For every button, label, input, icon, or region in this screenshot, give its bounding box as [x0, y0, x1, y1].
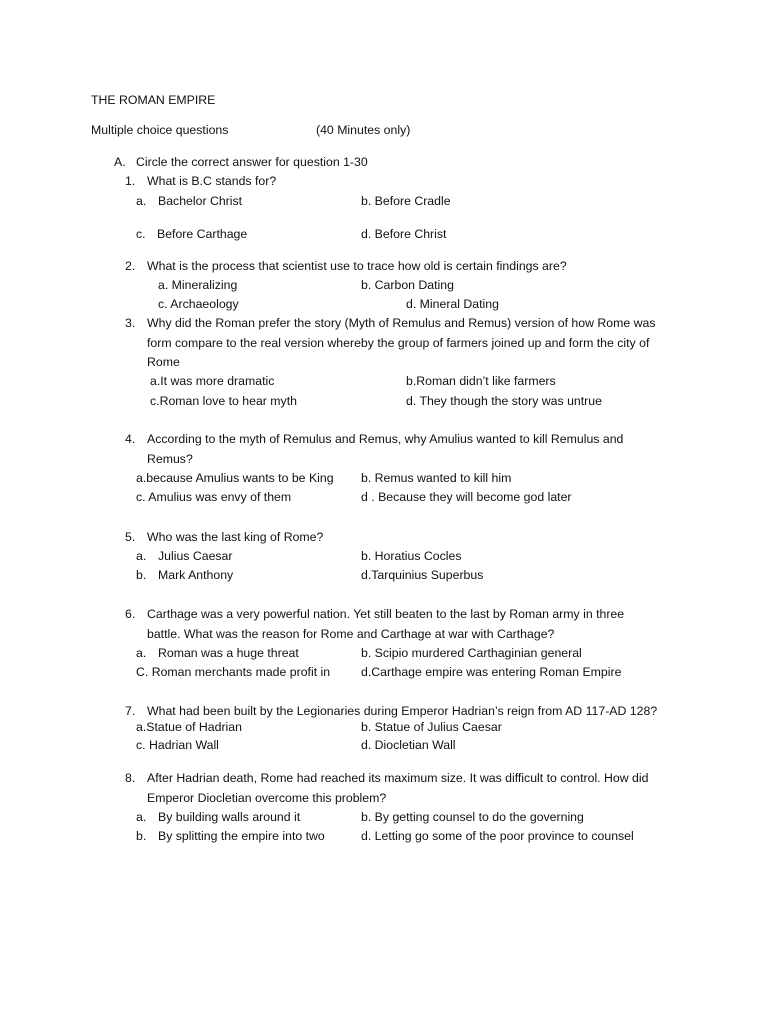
q1-text: What is B.C stands for?	[147, 174, 277, 188]
q6-text-line2: battle. What was the reason for Rome and Carthage at war with Carthage?	[147, 627, 555, 641]
q7-option-c: c. Hadrian Wall	[136, 738, 219, 752]
q3-text-line2: form compare to the real version whereby the group of farmers joined up and form the city of	[147, 336, 650, 350]
q2-option-b: b. Carbon Dating	[361, 278, 454, 292]
q4-option-d: d . Because they will become god later	[361, 490, 572, 504]
q6-option-a: Roman was a huge threat	[158, 646, 299, 660]
q5-option-d: d.Tarquinius Superbus	[361, 568, 484, 582]
q2-number: 2.	[125, 259, 136, 273]
subtitle: Multiple choice questions	[91, 123, 229, 137]
q1-option-d: d. Before Christ	[361, 227, 447, 241]
q3-option-d: d. They though the story was untrue	[406, 394, 602, 408]
q8-option-b2-letter: b.	[136, 829, 147, 843]
q6-option-d: d.Carthage empire was entering Roman Empire	[361, 665, 622, 679]
section-letter: A.	[114, 155, 126, 169]
time-limit: (40 Minutes only)	[316, 123, 411, 137]
q4-text-line2: Remus?	[147, 452, 193, 466]
q8-option-d: d. Letting go some of the poor province to counsel	[361, 829, 634, 843]
q2-option-d: d. Mineral Dating	[406, 297, 499, 311]
q8-text-line2: Emperor Diocletian overcome this problem?	[147, 791, 387, 805]
q7-option-b: b. Statue of Julius Caesar	[361, 720, 502, 734]
q5-option-b2-letter: b.	[136, 568, 147, 582]
q5-option-a-letter: a.	[136, 549, 147, 563]
q5-number: 5.	[125, 530, 136, 544]
page-title: THE ROMAN EMPIRE	[91, 93, 216, 107]
q2-option-c: c. Archaeology	[158, 297, 239, 311]
q7-number: 7.	[125, 704, 136, 718]
q3-number: 3.	[125, 316, 136, 330]
q3-text-line1: Why did the Roman prefer the story (Myth of Remulus and Remus) version of how Rome was	[147, 316, 656, 330]
q6-option-c: C. Roman merchants made profit in	[136, 665, 331, 679]
q1-option-b: b. Before Cradle	[361, 194, 451, 208]
q2-option-a: a. Mineralizing	[158, 278, 238, 292]
q8-option-a: By building walls around it	[158, 810, 301, 824]
q3-option-a: a.It was more dramatic	[150, 374, 275, 388]
q4-option-c: c. Amulius was envy of them	[136, 490, 292, 504]
q8-option-a-letter: a.	[136, 810, 147, 824]
q7-option-d: d. Diocletian Wall	[361, 738, 456, 752]
section-instruction: Circle the correct answer for question 1-30	[136, 155, 368, 169]
q3-text-line3: Rome	[147, 355, 180, 369]
q3-option-c: c.Roman love to hear myth	[150, 394, 297, 408]
q4-option-a: a.because Amulius wants to be King	[136, 471, 334, 485]
q3-option-b: b.Roman didn’t like farmers	[406, 374, 556, 388]
q1-number: 1.	[125, 174, 136, 188]
q2-text: What is the process that scientist use to trace how old is certain findings are?	[147, 259, 567, 273]
q4-option-b: b. Remus wanted to kill him	[361, 471, 512, 485]
q5-option-b: b. Horatius Cocles	[361, 549, 462, 563]
q8-number: 8.	[125, 771, 136, 785]
q4-number: 4.	[125, 432, 136, 446]
q6-text-line1: Carthage was a very powerful nation. Yet still beaten to the last by Roman army in three	[147, 607, 625, 621]
q7-text: What had been built by the Legionaries during Emperor Hadrian’s reign from AD 117-AD 128?	[147, 704, 658, 718]
q7-option-a: a.Statue of Hadrian	[136, 720, 242, 734]
q1-option-c: Before Carthage	[157, 227, 248, 241]
q1-option-a-letter: a.	[136, 194, 147, 208]
q5-option-a: Julius Caesar	[158, 549, 233, 563]
q1-option-c-letter: c.	[136, 227, 146, 241]
q5-text: Who was the last king of Rome?	[147, 530, 324, 544]
q6-option-b: b. Scipio murdered Carthaginian general	[361, 646, 582, 660]
q8-option-b2: By splitting the empire into two	[158, 829, 325, 843]
q5-option-b2: Mark Anthony	[158, 568, 234, 582]
q8-option-b: b. By getting counsel to do the governing	[361, 810, 584, 824]
q4-text-line1: According to the myth of Remulus and Remus, why Amulius wanted to kill Remulus and	[147, 432, 624, 446]
q8-text-line1: After Hadrian death, Rome had reached its maximum size. It was difficult to control. How did	[147, 771, 649, 785]
q6-number: 6.	[125, 607, 136, 621]
q6-option-a-letter: a.	[136, 646, 147, 660]
q1-option-a: Bachelor Christ	[158, 194, 243, 208]
